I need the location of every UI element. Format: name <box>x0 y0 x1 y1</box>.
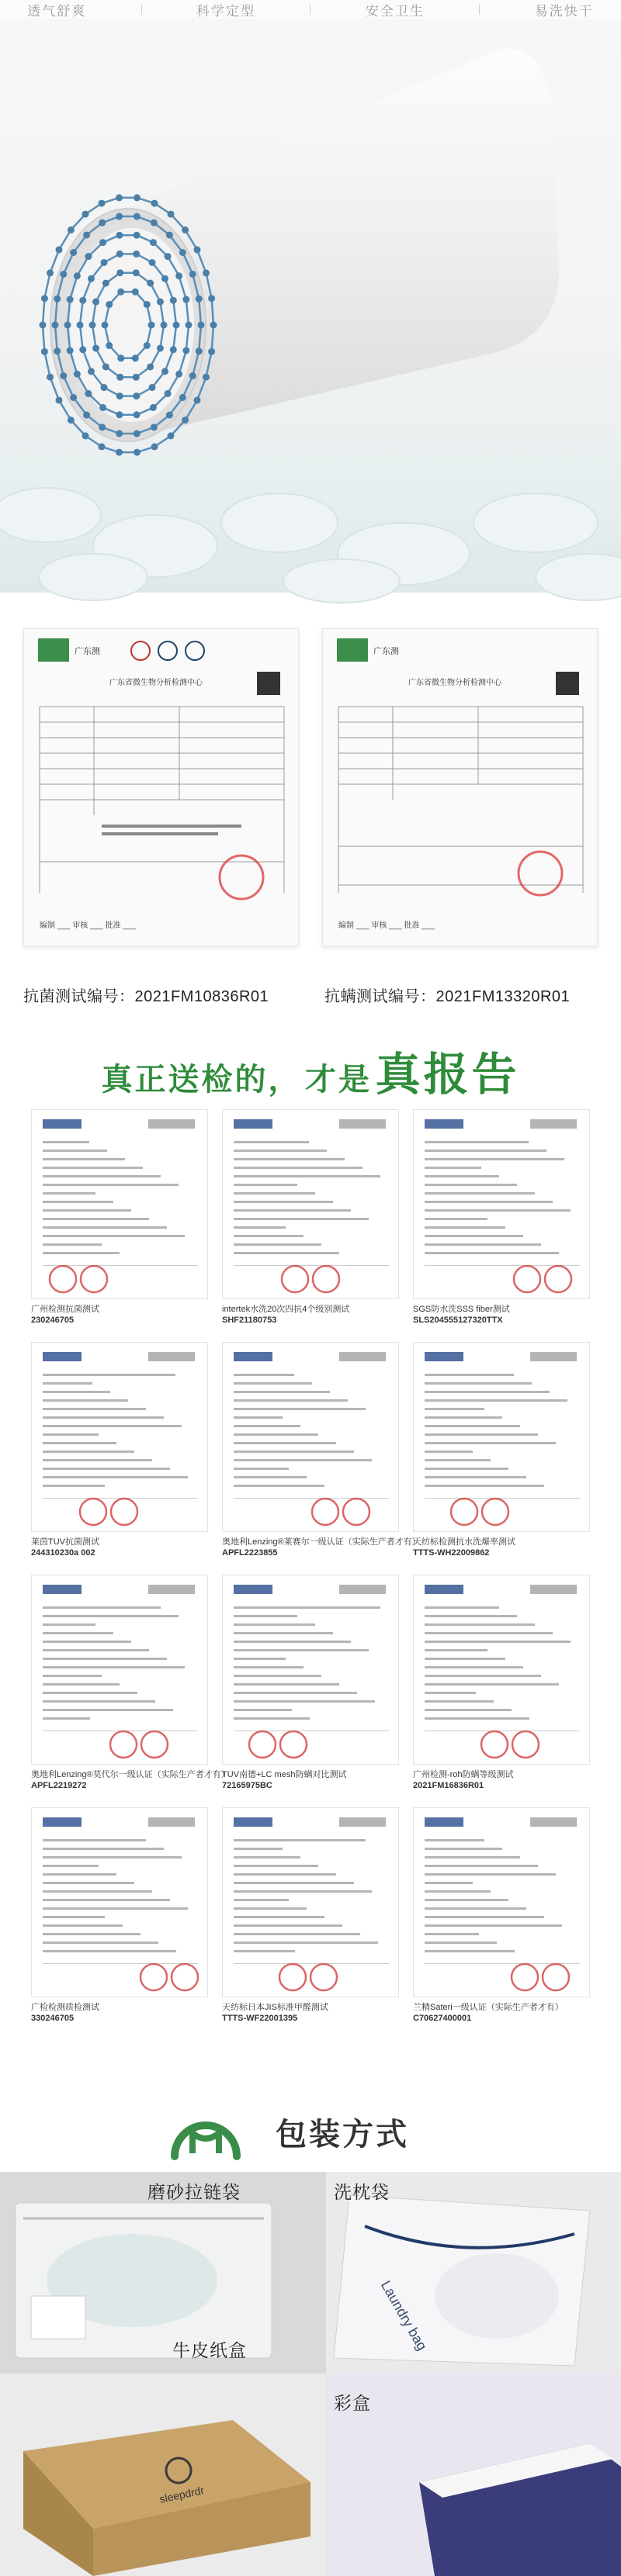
certificate-document-image <box>413 1575 590 1765</box>
certificate-number: TTTS-WF22001395 <box>222 2014 298 2023</box>
report-document-antimite <box>322 628 598 946</box>
label-frosted-zipper-bag: 磨砂拉链袋 <box>147 2182 241 2202</box>
label-color-box: 彩盒 <box>334 2393 371 2413</box>
certificate-number: APFL2219272 <box>31 1781 87 1790</box>
certificate-number: SLS204555127320TTX <box>413 1316 503 1325</box>
antimite-report-number: 抗螨测试编号：2021FM13320R01 <box>324 988 571 1005</box>
packaging-showcase <box>0 2172 621 2576</box>
kraft-box-brand-print: sleepdrdr <box>158 2484 206 2505</box>
certificate-document-image <box>31 1575 208 1765</box>
label-laundry-bag: 洗枕袋 <box>334 2182 390 2202</box>
feature-breathable: 透气舒爽 <box>27 3 87 19</box>
certificate-card <box>31 1109 208 1326</box>
feature-strip <box>0 0 621 19</box>
packaging-illustration <box>0 2172 621 2576</box>
certificate-title: 奥地利Lenzing®莱赛尔一级认证（实际生产者才有） <box>222 1537 421 1547</box>
certificate-card <box>222 1109 399 1326</box>
feature-divider <box>141 4 142 15</box>
report-issuer: 广东省微生物分析检测中心 <box>109 679 203 687</box>
certificate-number: TTTS-WH22009862 <box>413 1548 490 1558</box>
headline-part-3: 真报告 <box>375 1049 520 1100</box>
certificate-title: 兰精Sateri一级认证（实际生产者才有） <box>413 2003 564 2012</box>
certificate-number: APFL2223855 <box>222 1548 278 1558</box>
certificate-number: SHF21180753 <box>222 1316 277 1325</box>
svg-text:编制 ___ 审核 ___ 批准 ___: 编制 ___ 审核 ___ 批准 ___ <box>338 921 435 930</box>
certificate-title: intertek水洗20次四抗4个级别测试 <box>222 1305 350 1314</box>
certificate-title: 广州检测抗菌测试 <box>31 1305 99 1314</box>
laundry-bag-print: Laundry bag <box>377 2277 431 2353</box>
real-report-headline <box>0 1038 621 1100</box>
certificate-title: 天纺标日本JIS标准甲醛测试 <box>222 2003 328 2012</box>
certificate-card <box>31 1575 230 1791</box>
feature-divider <box>479 4 480 15</box>
certificate-document-image <box>222 1342 399 1532</box>
certificate-card <box>222 1575 399 1791</box>
headline-part-2: 才是 <box>304 1063 372 1097</box>
feature-quick-dry: 易洗快干 <box>534 3 594 19</box>
certificate-card <box>413 1342 590 1558</box>
certificate-document-image <box>222 1575 399 1765</box>
certificate-document-image <box>31 1807 208 1997</box>
antibacterial-report-number: 抗菌测试编号：2021FM10836R01 <box>23 988 269 1005</box>
certificate-number: 230246705 <box>31 1316 75 1325</box>
label-kraft-box: 牛皮纸盒 <box>172 2340 247 2360</box>
headline-part-1: 真正送检的， <box>101 1063 302 1097</box>
certificate-card <box>31 1807 208 2024</box>
certificate-number: C70627400001 <box>413 2014 472 2023</box>
svg-text:广东测: 广东测 <box>75 647 100 656</box>
test-reports-section <box>0 605 621 1008</box>
brand-logo-icon <box>163 2101 248 2163</box>
svg-text:编制 ___ 审核 ___ 批准 ___: 编制 ___ 审核 ___ 批准 ___ <box>40 921 136 930</box>
certificate-card <box>222 1807 399 2024</box>
hero-fiber-image <box>0 19 621 593</box>
fiber-tube-illustration <box>0 19 621 593</box>
certificate-document-image <box>31 1109 208 1299</box>
certificate-document-image <box>222 1807 399 1997</box>
certificate-number: 330246705 <box>31 2014 75 2023</box>
certificate-card <box>413 1109 590 1326</box>
certificate-number: 244310230a 002 <box>31 1548 95 1558</box>
certificate-document-image <box>222 1109 399 1299</box>
packaging-title: 包装方式 <box>276 2118 409 2152</box>
packaging-header <box>0 2096 621 2166</box>
certificate-title: TUV南德+LC mesh防螨对比测试 <box>222 1770 347 1779</box>
certificate-title: 天纺标检测抗水洗爆率测试 <box>413 1537 515 1547</box>
certificate-document-image <box>413 1807 590 1997</box>
feature-hygiene: 安全卫生 <box>365 3 425 19</box>
certificate-title: 莱茵TUV抗菌测试 <box>31 1537 99 1547</box>
svg-text:广东测: 广东测 <box>373 647 399 656</box>
certificate-number: 72165975BC <box>222 1781 272 1790</box>
feature-shape: 科学定型 <box>196 3 256 19</box>
certificate-title: 奥地利Lenzing®莫代尔一级认证（实际生产者才有） <box>31 1770 230 1779</box>
report-document-antibacterial <box>23 628 299 946</box>
certificate-card <box>413 1807 590 2024</box>
certificate-title: 广检检测质检测试 <box>31 2003 99 2012</box>
certificate-title: SGS防水洗SSS fiber测试 <box>413 1305 510 1314</box>
certificate-title: 广州检测-roh防螨等级测试 <box>413 1770 514 1779</box>
certificate-number: 2021FM16836R01 <box>413 1781 484 1790</box>
certificate-card <box>413 1575 590 1791</box>
certificate-document-image <box>413 1342 590 1532</box>
certificate-document-image <box>413 1109 590 1299</box>
report-issuer: 广东省微生物分析检测中心 <box>408 679 501 687</box>
certificate-document-image <box>31 1342 208 1532</box>
certificate-card <box>31 1342 208 1558</box>
certificate-card <box>222 1342 421 1558</box>
